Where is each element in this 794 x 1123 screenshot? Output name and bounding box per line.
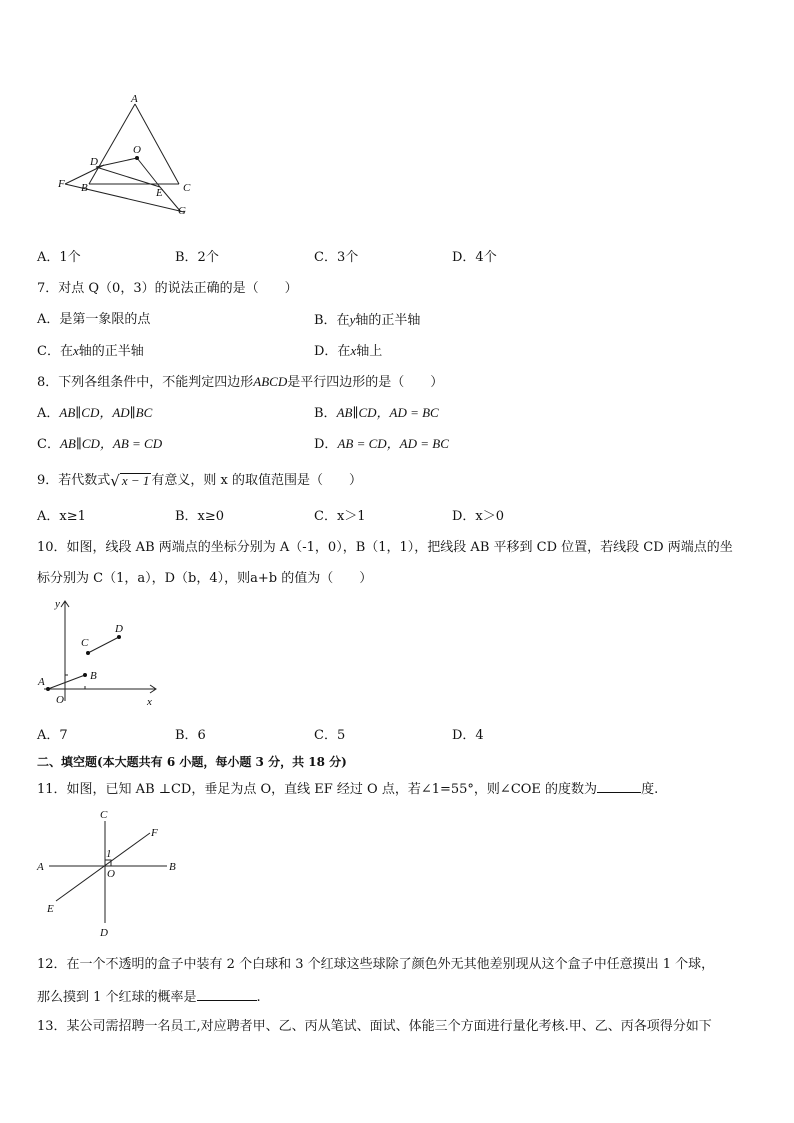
q6-figure [55,92,205,222]
label-E: E [47,903,54,915]
segment-DO [96,158,137,167]
q10-option-d: D．4 [452,728,484,743]
q7-option-c: C．在x轴的正半轴 [37,343,144,359]
label-y: y [55,598,60,610]
label-G: G [178,205,186,217]
label-B: B [169,861,176,873]
segment-AB [48,675,85,689]
q6-option-a: A．1个 [37,250,81,265]
label-O: O [107,868,115,880]
point-A [46,687,50,691]
segment-CD [88,637,119,653]
q9-options [37,508,757,526]
label-C: C [100,809,108,821]
q12-line1: 12．在一个不透明的盒子中装有 2 个白球和 3 个红球这些球除了颜色外无其他差别现从这个盒子中任意摸出 1 个球， [37,957,715,972]
label-E: E [156,187,163,199]
q7-stem: 7．对点 Q（0，3）的说法正确的是（ ） [37,281,298,296]
q8-option-b: B．AB∥CD，AD = BC [314,405,439,421]
label-A: A [38,676,45,688]
label-B: B [90,670,97,682]
q9-option-a: A．x≥1 [37,509,86,524]
line-EF [56,833,150,901]
point-C [86,651,90,655]
q6-options [37,249,757,267]
q7-option-b: B．在y轴的正半轴 [314,312,421,328]
label-A: A [37,861,44,873]
q10-options [37,727,757,745]
q11-answer-blank [597,779,641,793]
q9-stem: 9．若代数式 √ x − 1 有意义，则 x 的取值范围是（ ） [37,472,362,490]
label-A: A [131,93,138,105]
q12-line2: 那么摸到 1 个红球的概率是 . [37,987,261,1007]
label-x: x [147,696,152,708]
point-O [135,156,139,160]
point-B [83,673,87,677]
q10-option-c: C．5 [314,728,346,743]
point-D [117,635,121,639]
q8-options-row1 [37,404,757,422]
label-O: O [133,144,141,156]
q7-option-a: A．是第一象限的点 [37,312,151,327]
q7-options-row1 [37,311,757,329]
q9-option-b: B．x≥0 [175,509,225,524]
q10-line1: 10．如图，线段 AB 两端点的坐标分别为 A（-1，0），B（1，1），把线段 AB 平移到 CD 位置，若线段 CD 两端点的坐 [37,540,733,555]
q8-option-c: C．AB∥CD，AB = CD [37,436,163,452]
q8-option-d: D．AB = CD，AD = BC [314,436,449,452]
label-C: C [183,182,191,194]
label-D: D [90,156,98,168]
q10-line2: 标分别为 C（1，a），D（b，4），则a+b 的值为（ ） [37,571,373,586]
q8-options-row2 [37,435,757,453]
q6-option-c: C．3个 [314,250,359,265]
q11-stem: 11．如图，已知 AB ⊥CD，垂足为点 O，直线 EF 经过 O 点，若∠1=55°，则∠COE 的度数为 度. [37,779,658,799]
q6-option-b: B．2个 [175,250,219,265]
q6-option-d: D．4个 [452,250,497,265]
q11-figure [32,803,192,943]
q10-option-b: B．6 [175,728,206,743]
label-B: B [81,182,88,194]
label-O: O [56,694,64,706]
label-F: F [58,178,65,190]
label-D: D [100,927,108,939]
label-angle-1: 1 [106,848,112,860]
segment-OE [137,158,160,187]
q9-option-c: C．x＞1 [314,509,366,524]
segment-AC [135,104,179,184]
q8-stem: 8．下列各组条件中，不能判定四边形ABCD是平行四边形的是（ ） [37,374,444,390]
label-D: D [115,623,123,635]
label-C: C [81,637,89,649]
section-title-fill-in: 二、填空题(本大题共有 6 小题，每小题 3 分，共 18 分) [37,755,347,769]
q9-option-d: D．x＞0 [452,509,505,524]
q7-option-d: D．在x轴上 [314,343,383,359]
q13-line1: 13．某公司需招聘一名员工,对应聘者甲、乙、丙从笔试、面试、体能三个方面进行量化考核.甲、乙、丙各项得分如下 [37,1019,712,1034]
q10-option-a: A．7 [37,728,68,743]
q8-option-a: A．AB∥CD，AD∥BC [37,405,153,421]
q7-options-row2 [37,342,757,360]
q9-radical: √ x − 1 [110,472,150,490]
q12-answer-blank [197,987,257,1001]
label-F: F [151,827,158,839]
q10-figure [32,597,162,712]
